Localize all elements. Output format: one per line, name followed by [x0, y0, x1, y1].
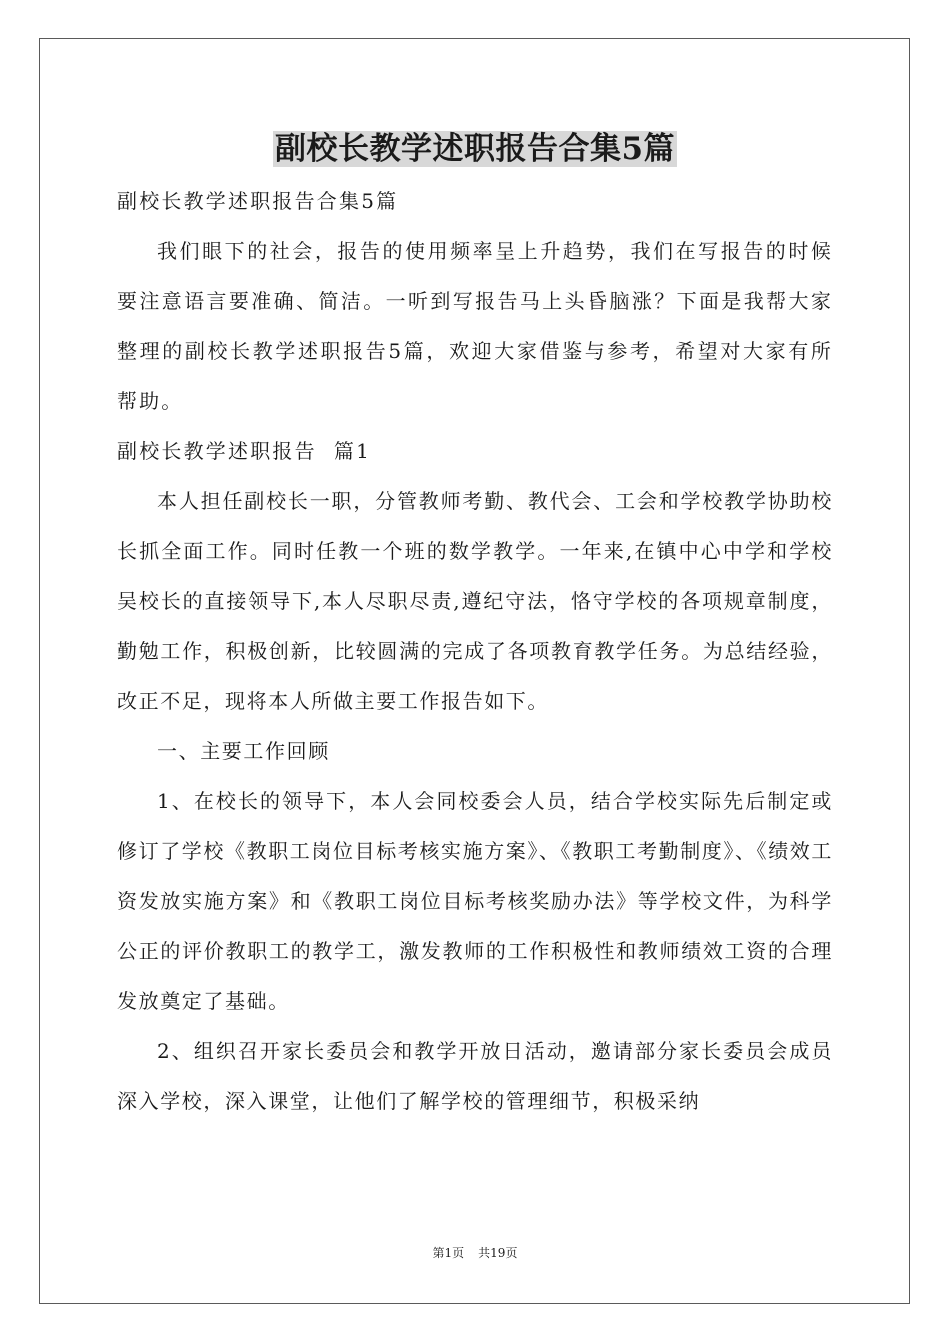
document-body [117, 176, 833, 1126]
section-paragraph: 本人担任副校长一职，分管教师考勤、教代会、工会和学校教学协助校长抓全面工作。同时任教一个班的数学教学。一年来,在镇中心中学和学校吴校长的直接领导下,本人尽职尽责,遵纪守法，恪守学校的各项规章制度，勤勉工作，积极创新，比较圆满的完成了各项教育教学任务。为总结经验，改正不足，现将本人所做主要工作报告如下。 [117, 489, 833, 713]
page-number: 第1页 [432, 1246, 465, 1260]
list-item-2: 2、组织召开家长委员会和教学开放日活动，邀请部分家长委员会成员深入学校，深入课堂，让他们了解学校的管理细节，积极采纳 [117, 1039, 833, 1113]
document-title-text: 副校长教学述职报告合集5篇 [274, 131, 676, 167]
intro-paragraph: 我们眼下的社会，报告的使用频率呈上升趋势，我们在写报告的时候要注意语言要准确、简洁。一听到写报告马上头昏脑涨？下面是我帮大家整理的副校长教学述职报告5篇，欢迎大家借鉴与参考，希望对大家有所帮助。 [117, 239, 833, 413]
page-total: 共19页 [478, 1246, 518, 1260]
document-title [0, 126, 950, 172]
section-heading: 副校长教学述职报告 篇1 [117, 439, 372, 463]
list-item-1: 1、在校长的领导下，本人会同校委会人员，结合学校实际先后制定或修订了学校《教职工岗位目标考核实施方案》、《教职工考勤制度》、《绩效工资发放实施方案》和《教职工岗位目标考核奖励办法》等学校文件，为科学公正的评价教职工的教学工，激发教师的工作积极性和教师绩效工资的合理发放奠定了基础。 [117, 789, 833, 1013]
subsection-heading: 一、主要工作回顾 [157, 739, 330, 763]
document-subtitle: 副校长教学述职报告合集5篇 [117, 189, 399, 213]
page-footer [0, 1244, 950, 1262]
